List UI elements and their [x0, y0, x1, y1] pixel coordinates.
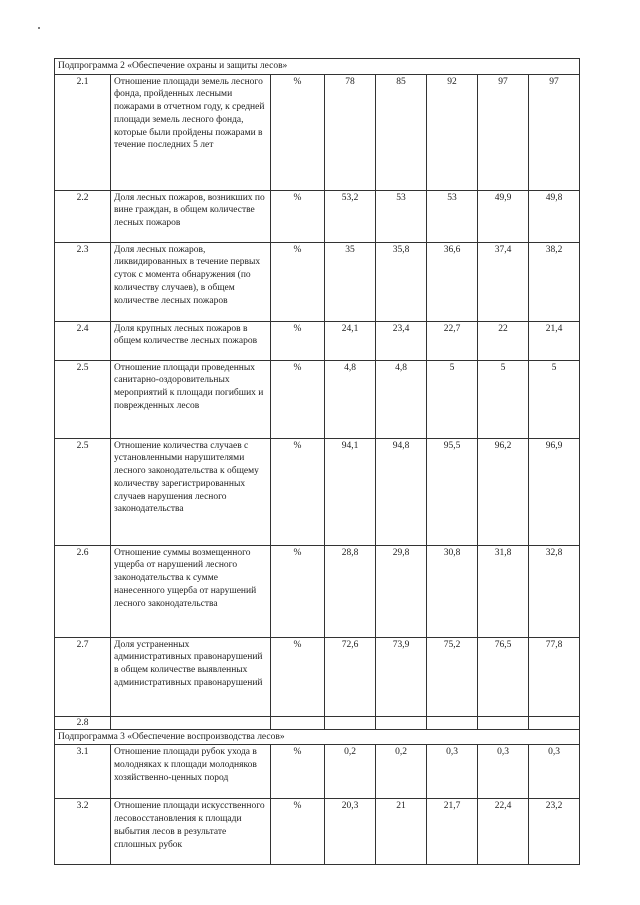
table-row [55, 637, 580, 716]
value-cell: 32,8 [529, 545, 580, 637]
value-cell: 53 [376, 190, 427, 242]
value-cell [529, 716, 580, 729]
row-number: 2.5 [55, 360, 111, 438]
section-header-row [55, 59, 580, 75]
value-cell: 75,2 [427, 637, 478, 716]
unit-cell: % [271, 545, 325, 637]
value-cell [478, 716, 529, 729]
table-row [55, 545, 580, 637]
indicator-name: Отношение площади земель лесного фонда, пройденных лесными пожарами в отчетном году, к средней площади земель лесного фонда, которые были пройдены пожарами в течение последних 5 лет [111, 74, 271, 190]
value-cell: 22,4 [478, 799, 529, 865]
indicator-name: Доля устраненных административных правонарушений в общем количестве выявленных административных правонарушений [111, 637, 271, 716]
table-row [55, 799, 580, 865]
value-cell: 21,4 [529, 321, 580, 360]
unit-cell: % [271, 438, 325, 545]
value-cell: 30,8 [427, 545, 478, 637]
value-cell: 97 [529, 74, 580, 190]
indicator-name [111, 716, 271, 729]
value-cell: 29,8 [376, 545, 427, 637]
value-cell: 35 [325, 242, 376, 321]
indicator-name: Отношение площади искусственного лесовосстановления к площади выбытия лесов в результате сплошных рубок [111, 799, 271, 865]
value-cell: 96,9 [529, 438, 580, 545]
value-cell: 5 [427, 360, 478, 438]
value-cell: 22,7 [427, 321, 478, 360]
value-cell: 0,2 [376, 745, 427, 799]
row-number: 2.1 [55, 74, 111, 190]
value-cell: 94,8 [376, 438, 427, 545]
section-header-row [55, 729, 580, 745]
value-cell: 97 [478, 74, 529, 190]
value-cell: 94,1 [325, 438, 376, 545]
table-row [55, 74, 580, 190]
value-cell: 0,3 [529, 745, 580, 799]
value-cell: 21 [376, 799, 427, 865]
value-cell [376, 716, 427, 729]
value-cell: 4,8 [376, 360, 427, 438]
value-cell: 53 [427, 190, 478, 242]
value-cell: 77,8 [529, 637, 580, 716]
value-cell: 31,8 [478, 545, 529, 637]
value-cell: 5 [478, 360, 529, 438]
table-row [55, 190, 580, 242]
unit-cell: % [271, 74, 325, 190]
section-title: Подпрограмма 2 «Обеспечение охраны и защиты лесов» [55, 59, 580, 75]
value-cell: 37,4 [478, 242, 529, 321]
value-cell: 73,9 [376, 637, 427, 716]
value-cell: 53,2 [325, 190, 376, 242]
value-cell: 78 [325, 74, 376, 190]
table-row [55, 438, 580, 545]
value-cell: 21,7 [427, 799, 478, 865]
value-cell [427, 716, 478, 729]
row-number: 2.8 [55, 716, 111, 729]
unit-cell: % [271, 745, 325, 799]
table-row [55, 321, 580, 360]
unit-cell: % [271, 360, 325, 438]
value-cell: 28,8 [325, 545, 376, 637]
value-cell: 92 [427, 74, 478, 190]
row-number: 2.7 [55, 637, 111, 716]
value-cell: 0,2 [325, 745, 376, 799]
unit-cell: % [271, 799, 325, 865]
unit-cell: % [271, 242, 325, 321]
unit-cell: % [271, 190, 325, 242]
value-cell: 22 [478, 321, 529, 360]
table-row [55, 360, 580, 438]
value-cell: 76,5 [478, 637, 529, 716]
value-cell [325, 716, 376, 729]
scan-speck [38, 27, 40, 29]
indicator-name: Доля лесных пожаров, возникших по вине граждан, в общем количестве лесных пожаров [111, 190, 271, 242]
value-cell: 24,1 [325, 321, 376, 360]
indicators-table [54, 58, 580, 865]
row-number: 2.6 [55, 545, 111, 637]
row-number: 2.3 [55, 242, 111, 321]
row-number: 3.1 [55, 745, 111, 799]
value-cell: 23,2 [529, 799, 580, 865]
row-number: 2.2 [55, 190, 111, 242]
unit-cell: % [271, 637, 325, 716]
indicator-name: Отношение площади проведенных санитарно-оздоровительных мероприятий к площади погибших и поврежденных лесов [111, 360, 271, 438]
value-cell: 35,8 [376, 242, 427, 321]
row-number: 2.5 [55, 438, 111, 545]
value-cell: 49,9 [478, 190, 529, 242]
value-cell: 36,6 [427, 242, 478, 321]
value-cell: 23,4 [376, 321, 427, 360]
table-row [55, 745, 580, 799]
value-cell: 96,2 [478, 438, 529, 545]
value-cell: 20,3 [325, 799, 376, 865]
table-row [55, 242, 580, 321]
value-cell: 0,3 [427, 745, 478, 799]
value-cell: 38,2 [529, 242, 580, 321]
indicator-name: Отношение суммы возмещенного ущерба от нарушений лесного законодательства к сумме нанесенного ущерба от нарушений лесного законодательства [111, 545, 271, 637]
indicator-name: Отношение площади рубок ухода в молодняках к площади молодняков хозяйственно-ценных пород [111, 745, 271, 799]
indicator-name: Доля крупных лесных пожаров в общем количестве лесных пожаров [111, 321, 271, 360]
value-cell: 4,8 [325, 360, 376, 438]
unit-cell: % [271, 321, 325, 360]
unit-cell [271, 716, 325, 729]
indicator-name: Доля лесных пожаров, ликвидированных в течение первых суток с момента обнаружения (по количеству случаев), в общем количестве лесных пожаров [111, 242, 271, 321]
value-cell: 95,5 [427, 438, 478, 545]
row-number: 3.2 [55, 799, 111, 865]
value-cell: 0,3 [478, 745, 529, 799]
row-number: 2.4 [55, 321, 111, 360]
value-cell: 49,8 [529, 190, 580, 242]
section-title: Подпрограмма 3 «Обеспечение воспроизводства лесов» [55, 729, 580, 745]
value-cell: 5 [529, 360, 580, 438]
table-row [55, 716, 580, 729]
indicator-name: Отношение количества случаев с установленными нарушителями лесного законодательства к общему количеству зарегистрированных случаев нарушения лесного законодательства [111, 438, 271, 545]
value-cell: 85 [376, 74, 427, 190]
value-cell: 72,6 [325, 637, 376, 716]
